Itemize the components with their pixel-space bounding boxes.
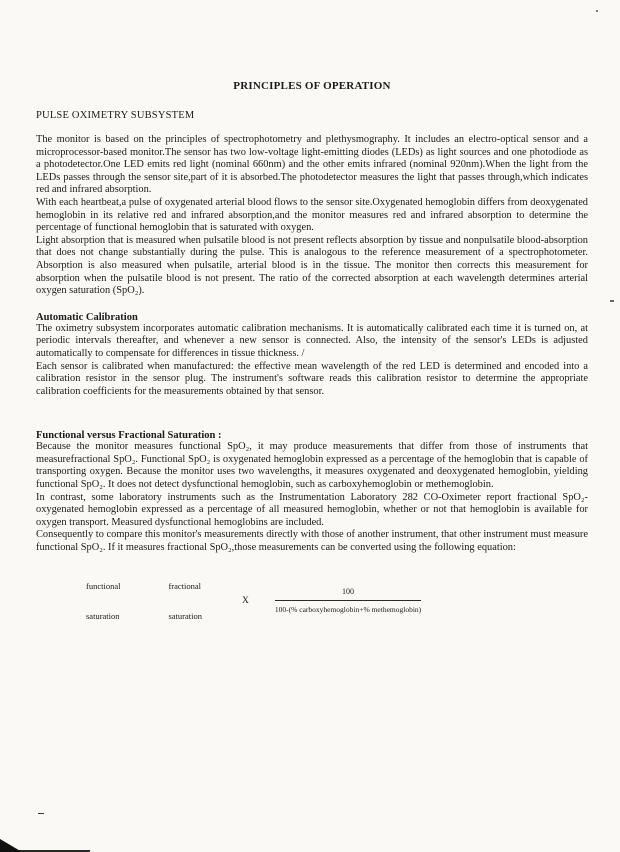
equation-mid-bottom-label: saturation: [168, 610, 202, 621]
equation-fraction: [275, 587, 421, 615]
section-heading-pulse-oximetry-subsystem: PULSE OXIMETRY SUBSYSTEM: [36, 110, 195, 121]
paragraph: Light absorption that is measured when pulsatile blood is not present reflects absorption by tissue and nonpulsatile blood-absorption that does not change substantially during the pulse. This is analogous to the reference measurement of a spectrophotometer. Absorption is also measured when pulsatile, arterial blood is in the tissue. The monitor then corrects this measurement for absorption when the pulsatile blood is not present. The ratio of the corrected absorption at each wavelength determines arterial oxygen saturation (SpO₂).: [36, 234, 588, 297]
scan-artifact-dot-top: [596, 10, 598, 12]
saturation-conversion-equation: [86, 581, 588, 621]
paragraph: The monitor is based on the principles of spectrophotometry and plethysmography. It includes an electro-optical sensor and a microprocessor-based monitor.The sensor has two low-voltage light-emitting diodes (LEDs) as light sources and one photodiode as a photodetector.One LED emits red light (nominal 660nm) and the other emits infrared (nominal 920nm).When the light from the LEDs passes through the sensor site,part of it is absorbed.The photodetector measures the light that passes through,which indicates red and infrared absorption.: [36, 134, 588, 196]
section-heading-automatic-calibration: Automatic Calibration: [36, 311, 138, 323]
equation-denominator: 100-(% carboxyhemoglobin+% methemoglobin): [275, 600, 421, 615]
equation-multiply-sign: X: [242, 595, 249, 606]
paragraph: With each heartbeat,a pulse of oxygenated arterial blood flows to the sensor site.Oxygenated hemoglobin differs from deoxygenated hemoglobin in its relative red and infrared absorption,and the monitor measures red and infrared absorption to determine the percentage of functional hemoglobin that is saturated with oxygen.: [36, 196, 588, 234]
equation-left-top-label: functional: [86, 580, 121, 591]
paragraph: In contrast, some laboratory instruments such as the Instrumentation Laboratory 282 CO-Oximeter report fractional SpO₂-oxygenated hemoglobin expressed as a percentage of all measured hemoglobin, whether or not that hemoglobin is available for oxygen transport. Measured dysfunctional hemoglobins are included.: [36, 491, 588, 528]
paragraph: Because the monitor measures functional SpO₂, it may produce measurements that differ from those of instruments that measurefractional SpO₂. Functional SpO₂ is oxygenated hemoglobin expressed as a percentage of the hemoglobin that is capable of transporting oxygen. Because the monitor uses two wavelengths, it measures oxygenated and deoxygenated hemoglobin, yielding functional SpO₂. It does not detect dysfunctional hemoglobin, such as carboxyhemoglobin or methemoglobin.: [36, 441, 588, 491]
paragraph: Each sensor is calibrated when manufactured: the effective mean wavelength of the red LED is determined and encoded into a calibration resistor in the sensor plug. The instrument's software reads this calibration resistor to determine the appropriate calibration coefficients for the measurements obtained by that sensor.: [36, 360, 588, 397]
scan-artifact-dash: [38, 813, 44, 815]
section-heading-functional-vs-fractional: Functional versus Fractional Saturation :: [36, 430, 222, 442]
equation-left-bottom-label: saturation: [86, 610, 120, 621]
paragraph: Consequently to compare this monitor's measurements directly with those of another instrument, that other instrument must measure functional SpO₂. If it measures fractional SpO₂,those measurements can be converted using the following equation:: [36, 529, 588, 554]
equation-mid-term: [168, 581, 202, 621]
scan-artifact-dot-mid: [610, 300, 614, 302]
equation-numerator: 100: [342, 586, 355, 596]
document-title: PRINCIPLES OF OPERATION: [233, 80, 391, 92]
equation-mid-top-label: fractional: [168, 580, 202, 591]
equation-left-term: [86, 581, 120, 621]
paragraph: The oximetry subsystem incorporates automatic calibration mechanisms. It is automatically calibrated each time it is turned on, at periodic intervals thereafter, and whenever a new sensor is connected. Also, the intensity of the sensor's LEDs is adjusted automatically to compensate for differences in tissue thickness. /: [36, 322, 588, 359]
scan-artifact-corner-smudge: [0, 839, 22, 852]
